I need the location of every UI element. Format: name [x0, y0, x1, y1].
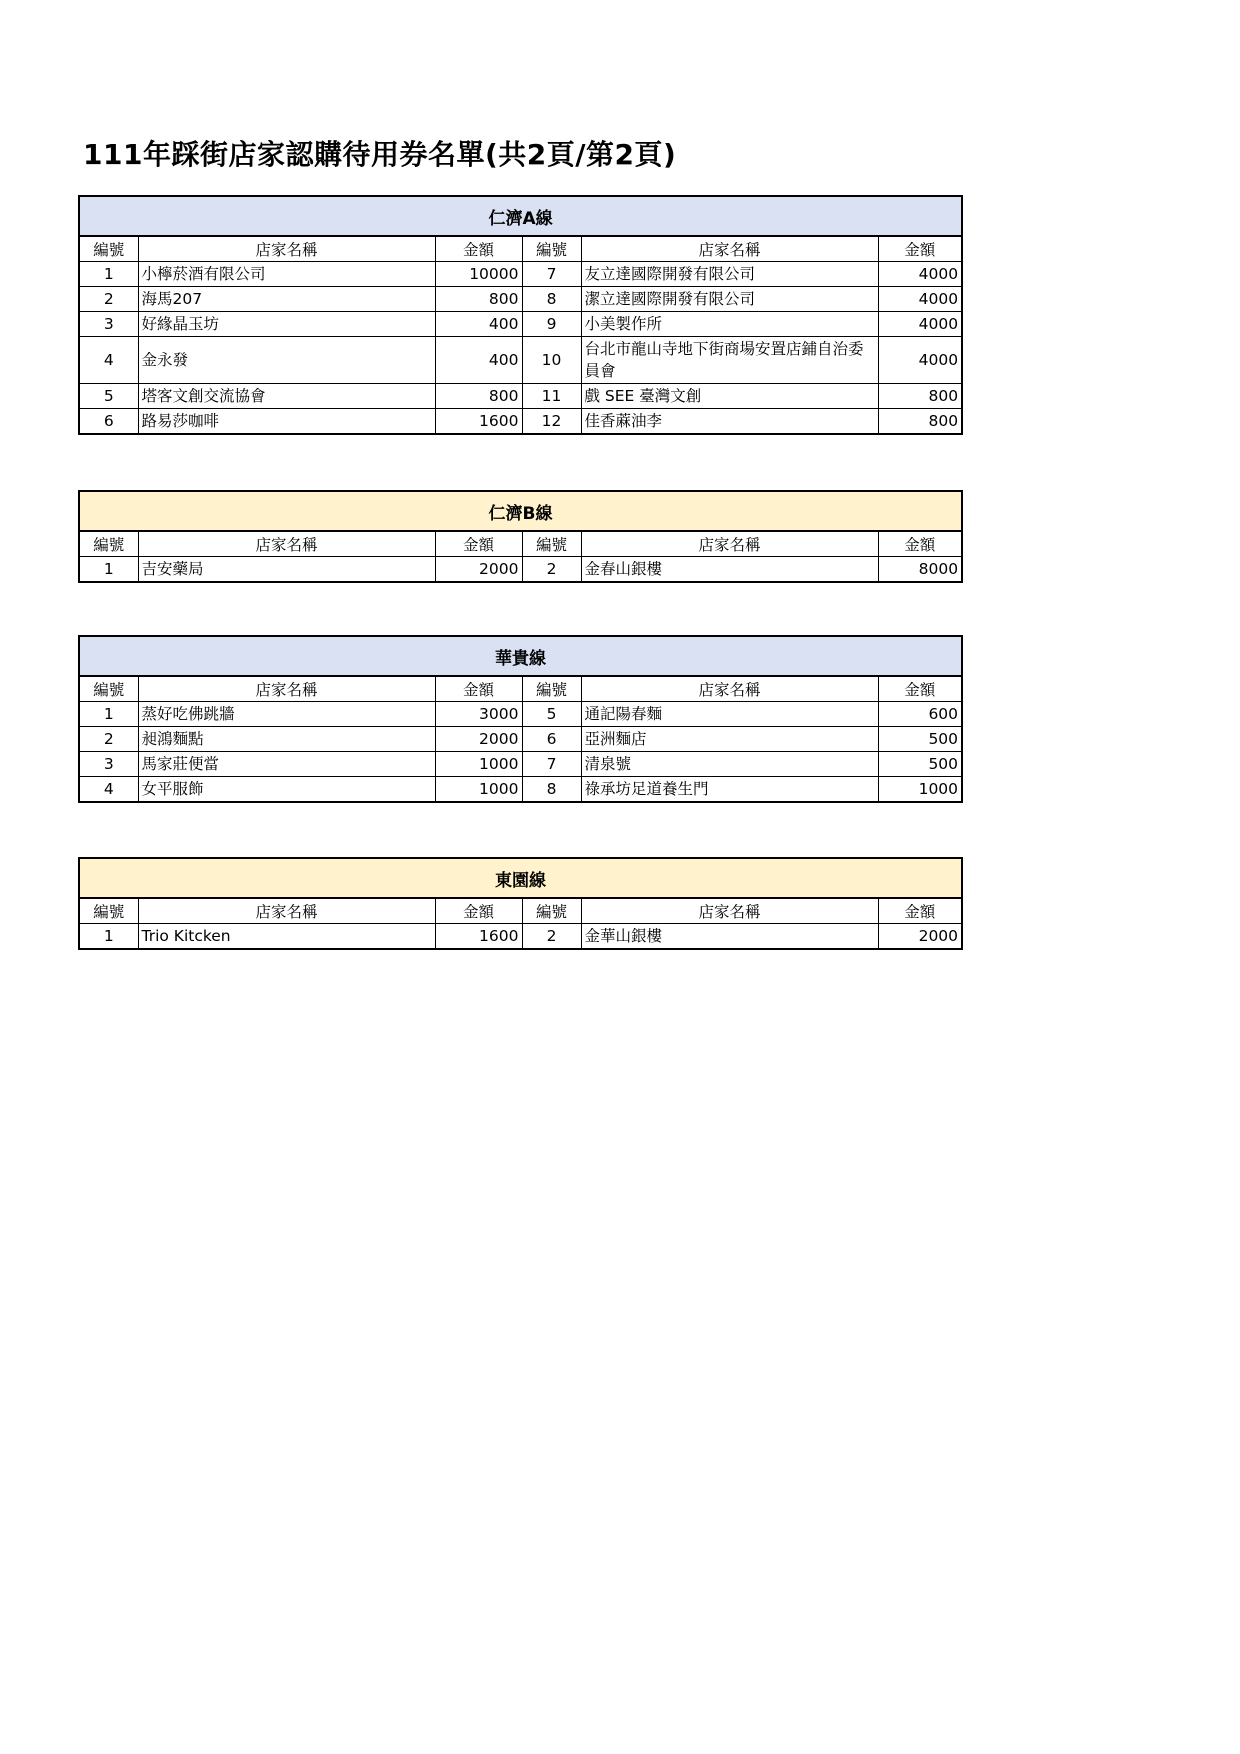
- header-amount: 金額: [878, 236, 962, 262]
- store-amount: 4000: [878, 262, 962, 287]
- table-row: [79, 262, 962, 287]
- header-name: 店家名稱: [138, 676, 435, 702]
- store-amount: 4000: [878, 312, 962, 337]
- store-number: 1: [79, 557, 138, 583]
- store-number: 8: [522, 777, 581, 803]
- header-no: 編號: [522, 676, 581, 702]
- store-number: 1: [79, 924, 138, 950]
- store-name: 小美製作所: [581, 312, 878, 337]
- table-title: 東園線: [79, 858, 962, 898]
- store-number: 7: [522, 262, 581, 287]
- store-name: 路易莎咖啡: [138, 409, 435, 435]
- store-amount: 2000: [435, 727, 522, 752]
- header-no: 編號: [522, 531, 581, 557]
- table-row: [79, 727, 962, 752]
- store-number: 3: [79, 312, 138, 337]
- header-no: 編號: [79, 531, 138, 557]
- header-amount: 金額: [878, 531, 962, 557]
- header-no: 編號: [79, 676, 138, 702]
- store-name: 女平服飾: [138, 777, 435, 803]
- table-row: [79, 702, 962, 727]
- store-number: 6: [522, 727, 581, 752]
- table-row: [79, 409, 962, 435]
- store-number: 1: [79, 702, 138, 727]
- table-row: [79, 337, 962, 384]
- store-amount: 2000: [878, 924, 962, 950]
- store-number: 10: [522, 337, 581, 384]
- store-amount: 4000: [878, 337, 962, 384]
- table-row: [79, 557, 962, 583]
- table-row: [79, 287, 962, 312]
- store-amount: 1000: [878, 777, 962, 803]
- store-name: 好緣晶玉坊: [138, 312, 435, 337]
- table-title: 仁濟B線: [79, 491, 962, 531]
- header-no: 編號: [79, 898, 138, 924]
- store-name: 友立達國際開發有限公司: [581, 262, 878, 287]
- store-amount: 2000: [435, 557, 522, 583]
- store-name: 馬家莊便當: [138, 752, 435, 777]
- store-amount: 800: [878, 384, 962, 409]
- table-renji-b: [78, 490, 963, 583]
- table-dongyuan: [78, 857, 963, 950]
- store-name: 金永發: [138, 337, 435, 384]
- store-name: 潔立達國際開發有限公司: [581, 287, 878, 312]
- store-number: 2: [79, 727, 138, 752]
- store-number: 11: [522, 384, 581, 409]
- header-amount: 金額: [878, 676, 962, 702]
- store-amount: 1000: [435, 777, 522, 803]
- header-no: 編號: [79, 236, 138, 262]
- store-number: 9: [522, 312, 581, 337]
- table-title: 華貴線: [79, 636, 962, 676]
- store-name: 塔客文創交流協會: [138, 384, 435, 409]
- table-row: [79, 752, 962, 777]
- store-name: 海馬207: [138, 287, 435, 312]
- store-amount: 500: [878, 752, 962, 777]
- store-amount: 1000: [435, 752, 522, 777]
- header-name: 店家名稱: [138, 236, 435, 262]
- store-name: 清泉號: [581, 752, 878, 777]
- table-row: [79, 312, 962, 337]
- header-name: 店家名稱: [138, 898, 435, 924]
- store-number: 1: [79, 262, 138, 287]
- store-amount: 4000: [878, 287, 962, 312]
- store-number: 2: [522, 557, 581, 583]
- store-number: 4: [79, 337, 138, 384]
- store-number: 5: [79, 384, 138, 409]
- table-huagui: [78, 635, 963, 803]
- store-amount: 1600: [435, 924, 522, 950]
- store-amount: 400: [435, 312, 522, 337]
- store-amount: 500: [878, 727, 962, 752]
- header-amount: 金額: [435, 531, 522, 557]
- header-amount: 金額: [435, 236, 522, 262]
- store-name: 通記陽春麵: [581, 702, 878, 727]
- store-name: 台北市龍山寺地下街商場安置店鋪自治委員會: [581, 337, 878, 384]
- store-amount: 600: [878, 702, 962, 727]
- header-no: 編號: [522, 236, 581, 262]
- header-name: 店家名稱: [581, 676, 878, 702]
- store-name: 昶鴻麵點: [138, 727, 435, 752]
- store-amount: 800: [878, 409, 962, 435]
- table-renji-a: [78, 195, 963, 435]
- store-amount: 800: [435, 287, 522, 312]
- store-number: 3: [79, 752, 138, 777]
- store-name: 金春山銀樓: [581, 557, 878, 583]
- store-number: 2: [79, 287, 138, 312]
- store-amount: 10000: [435, 262, 522, 287]
- header-name: 店家名稱: [581, 236, 878, 262]
- header-amount: 金額: [435, 898, 522, 924]
- table-row: [79, 384, 962, 409]
- store-name: 佳香蔴油李: [581, 409, 878, 435]
- store-number: 8: [522, 287, 581, 312]
- header-amount: 金額: [878, 898, 962, 924]
- store-name: 亞洲麵店: [581, 727, 878, 752]
- store-name: 小檸菸酒有限公司: [138, 262, 435, 287]
- header-amount: 金額: [435, 676, 522, 702]
- store-number: 5: [522, 702, 581, 727]
- store-name: 蒸好吃佛跳牆: [138, 702, 435, 727]
- store-amount: 400: [435, 337, 522, 384]
- store-name: 祿承坊足道養生門: [581, 777, 878, 803]
- store-amount: 800: [435, 384, 522, 409]
- store-number: 4: [79, 777, 138, 803]
- store-amount: 8000: [878, 557, 962, 583]
- store-amount: 3000: [435, 702, 522, 727]
- table-body: [79, 557, 962, 583]
- table-row: [79, 777, 962, 803]
- store-number: 6: [79, 409, 138, 435]
- header-no: 編號: [522, 898, 581, 924]
- store-amount: 1600: [435, 409, 522, 435]
- table-row: [79, 924, 962, 950]
- store-name: 金華山銀樓: [581, 924, 878, 950]
- table-body: [79, 262, 962, 435]
- table-body: [79, 924, 962, 950]
- store-name: Trio Kitcken: [138, 924, 435, 950]
- table-body: [79, 702, 962, 803]
- header-name: 店家名稱: [581, 531, 878, 557]
- store-number: 12: [522, 409, 581, 435]
- store-number: 2: [522, 924, 581, 950]
- header-name: 店家名稱: [138, 531, 435, 557]
- store-name: 吉安藥局: [138, 557, 435, 583]
- table-title: 仁濟A線: [79, 196, 962, 236]
- header-name: 店家名稱: [581, 898, 878, 924]
- store-number: 7: [522, 752, 581, 777]
- store-name: 戲 SEE 臺灣文創: [581, 384, 878, 409]
- page-title: 111年踩街店家認購待用券名單(共2頁/第2頁): [83, 138, 677, 171]
